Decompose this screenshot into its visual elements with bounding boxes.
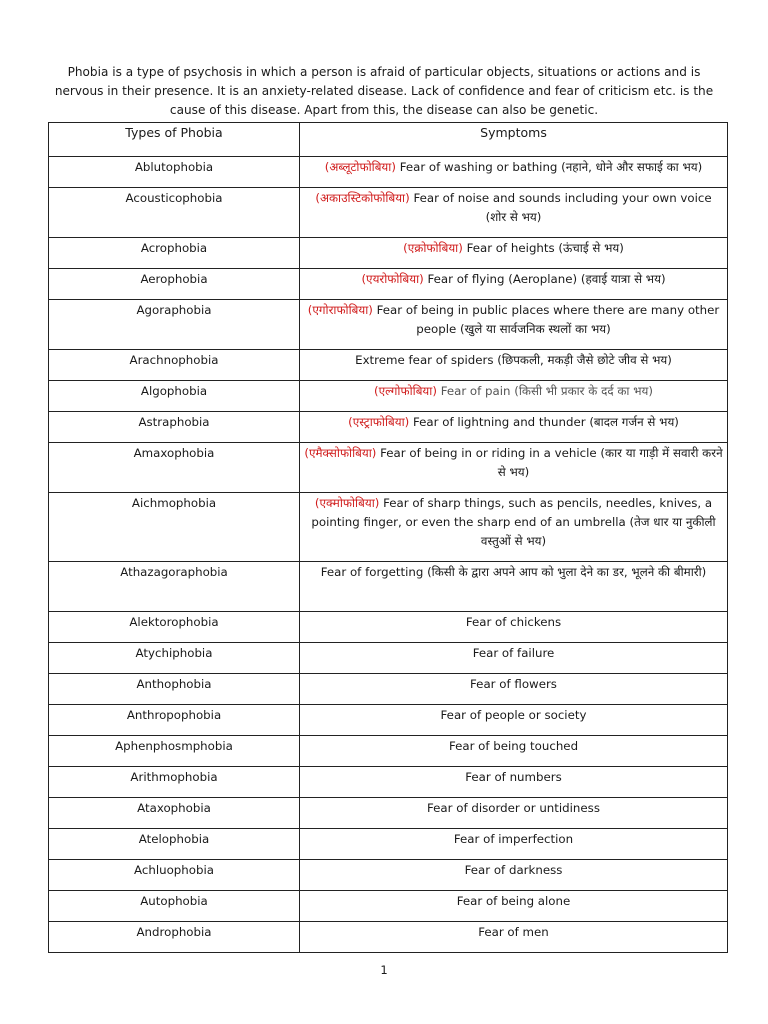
symptom-text: Fear of sharp things, such as pencils, needles, knives, a pointing finger, or even the sharp end of an umbrella (तेज धार या नुकीली वस्तुओं से भय) (311, 496, 716, 548)
symptom-cell (300, 412, 728, 443)
symptom-text: Fear of being in public places where there are many other people (खुले या सार्वजनिक स्थलों का भय) (376, 303, 720, 336)
symptom-text: Fear of lightning and thunder (बादल गर्जन से भय) (413, 415, 679, 429)
symptom-cell: Fear of people or society (300, 705, 728, 736)
phobia-type-cell: Astraphobia (49, 412, 300, 443)
phobia-type-cell: Achluophobia (49, 860, 300, 891)
symptom-cell: Fear of chickens (300, 612, 728, 643)
header-symptoms: Symptoms (300, 123, 728, 157)
hindi-name: (अकाउस्टिकोफोबिया) (315, 191, 410, 205)
hindi-name: (एगोराफोबिया) (307, 303, 373, 317)
symptom-cell: Fear of men (300, 922, 728, 953)
symptom-text: Fear of forgetting (किसी के द्वारा अपने आप को भुला देने का डर, भूलने की बीमारी) (320, 565, 707, 579)
symptom-cell (300, 381, 728, 412)
phobia-type-cell: Acousticophobia (49, 188, 300, 238)
table-header-row (49, 123, 728, 157)
hindi-name: (एस्ट्राफोबिया) (348, 415, 410, 429)
table-row (49, 829, 728, 860)
table-row (49, 674, 728, 705)
symptom-text: Fear of pain (किसी भी प्रकार के दर्द का भय) (440, 384, 653, 398)
symptom-cell: Fear of failure (300, 643, 728, 674)
symptom-cell (300, 238, 728, 269)
intro-paragraph: Phobia is a type of psychosis in which a person is afraid of particular objects, situations or actions and is nervous in their presence. It is an anxiety-related disease. Lack of confidence and fear of criticism etc. is the cause of this disease. Apart from this, the disease can also be genetic. (54, 65, 714, 118)
table-row (49, 443, 728, 493)
phobia-type-cell: Aerophobia (49, 269, 300, 300)
symptom-cell (300, 157, 728, 188)
hindi-name: (एल्गोफोबिया) (374, 384, 437, 398)
table-row (49, 493, 728, 562)
phobia-type-cell: Athazagoraphobia (49, 562, 300, 612)
phobia-type-cell: Anthropophobia (49, 705, 300, 736)
table-row (49, 860, 728, 891)
symptom-text: Fear of noise and sounds including your own voice (शोर से भय) (413, 191, 712, 224)
phobia-table (48, 122, 728, 953)
phobia-type-cell: Atychiphobia (49, 643, 300, 674)
table-row (49, 188, 728, 238)
table-row (49, 767, 728, 798)
phobia-type-cell: Atelophobia (49, 829, 300, 860)
symptom-cell (300, 443, 728, 493)
symptom-cell: Fear of darkness (300, 860, 728, 891)
page-number: 1 (380, 963, 388, 977)
symptom-cell: Fear of disorder or untidiness (300, 798, 728, 829)
table-row (49, 891, 728, 922)
table-row (49, 269, 728, 300)
phobia-type-cell: Aichmophobia (49, 493, 300, 562)
symptom-cell (300, 562, 728, 612)
hindi-name: (एक्मोफोबिया) (314, 496, 380, 510)
symptom-cell (300, 269, 728, 300)
phobia-type-cell: Alektorophobia (49, 612, 300, 643)
phobia-type-cell: Algophobia (49, 381, 300, 412)
table-row (49, 736, 728, 767)
table-row (49, 922, 728, 953)
table-row (49, 705, 728, 736)
phobia-type-cell: Amaxophobia (49, 443, 300, 493)
symptom-cell (300, 300, 728, 350)
symptom-cell: Fear of flowers (300, 674, 728, 705)
phobia-type-cell: Ablutophobia (49, 157, 300, 188)
phobia-type-cell: Ataxophobia (49, 798, 300, 829)
hindi-name: (एमैक्सोफोबिया) (304, 446, 377, 460)
phobia-type-cell: Acrophobia (49, 238, 300, 269)
phobia-type-cell: Anthophobia (49, 674, 300, 705)
header-types-of-phobia: Types of Phobia (49, 123, 300, 157)
table-row (49, 643, 728, 674)
table-row (49, 238, 728, 269)
symptom-cell: Fear of being alone (300, 891, 728, 922)
symptom-text: Extreme fear of spiders (छिपकली, मकड़ी जैसे छोटे जीव से भय) (355, 353, 672, 367)
table-row (49, 381, 728, 412)
phobia-type-cell: Agoraphobia (49, 300, 300, 350)
symptom-cell (300, 350, 728, 381)
symptom-cell: Fear of imperfection (300, 829, 728, 860)
table-row (49, 157, 728, 188)
hindi-name: (अब्लूटोफोबिया) (324, 160, 396, 174)
hindi-name: (एक्रोफोबिया) (403, 241, 463, 255)
symptom-cell (300, 493, 728, 562)
phobia-type-cell: Autophobia (49, 891, 300, 922)
table-row (49, 612, 728, 643)
symptom-text: Fear of flying (Aeroplane) (हवाई यात्रा से भय) (427, 272, 666, 286)
symptom-text: Fear of being in or riding in a vehicle (कार या गाड़ी में सवारी करने से भय) (380, 446, 723, 479)
table-row (49, 562, 728, 612)
symptom-cell: Fear of numbers (300, 767, 728, 798)
symptom-cell: Fear of being touched (300, 736, 728, 767)
phobia-type-cell: Androphobia (49, 922, 300, 953)
hindi-name: (एयरोफोबिया) (361, 272, 424, 286)
phobia-table-body (49, 157, 728, 953)
table-row (49, 798, 728, 829)
symptom-text: Fear of washing or bathing (नहाने, धोने और सफाई का भय) (399, 160, 703, 174)
symptom-cell (300, 188, 728, 238)
phobia-type-cell: Arithmophobia (49, 767, 300, 798)
table-row (49, 412, 728, 443)
symptom-text: Fear of heights (ऊंचाई से भय) (466, 241, 624, 255)
phobia-type-cell: Aphenphosmphobia (49, 736, 300, 767)
table-row (49, 300, 728, 350)
table-row (49, 350, 728, 381)
phobia-type-cell: Arachnophobia (49, 350, 300, 381)
